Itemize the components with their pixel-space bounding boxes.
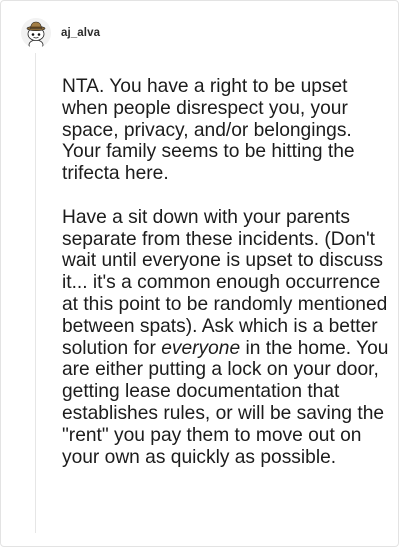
comment-header — [21, 15, 100, 51]
thread-line[interactable] — [35, 53, 36, 533]
paragraph-2-text-start: Have a sit down with your parents separate from these incidents. (Don't wait until everyone is upset to discuss it... it's a common enough occurrence at this point to be randomly mentioned between spats). Ask which is a better solution for — [62, 206, 388, 359]
comment-paragraph-1: NTA. You have a right to be upset when people disrespect you, your space, privacy, and/or belongings. Your family seems to be hitting the trifecta here. — [62, 76, 355, 185]
snoo-avatar-icon — [21, 18, 51, 48]
comment-body — [62, 76, 392, 468]
paragraph-2-text-end: in the home. You are either putting a lock on your door, getting lease documentation that establishes rules, or will be saving the "rent" you pay them to move out on your own as quickly as possible. — [62, 337, 389, 468]
username[interactable]: aj_alva — [61, 27, 101, 39]
user-avatar[interactable] — [21, 18, 51, 48]
emphasis-everyone: everyone — [161, 337, 241, 359]
comment-paragraph-2 — [62, 207, 392, 469]
